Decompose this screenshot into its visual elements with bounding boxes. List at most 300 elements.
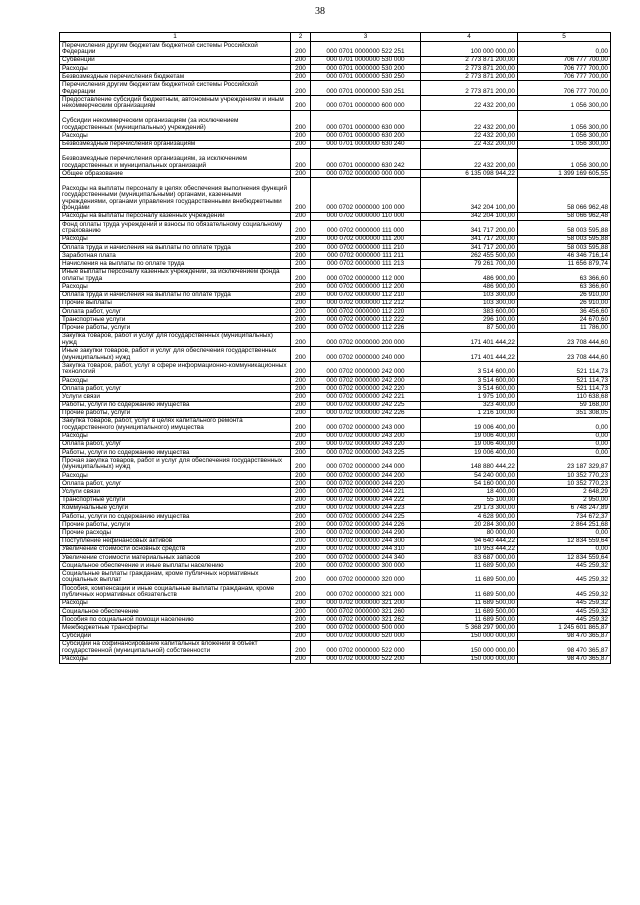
row-budget-code-cell: 000 0702 0000000 111 211 (311, 252, 421, 260)
header-col-2: 2 (291, 33, 311, 42)
header-row (60, 33, 611, 42)
row-executed-amount-cell: 445 259,32 (518, 562, 611, 570)
table-row (60, 457, 611, 472)
table-row (60, 393, 611, 401)
row-name-cell: Оплата работ, услуг (60, 307, 291, 315)
table-row (60, 110, 611, 131)
row-budget-code-cell: 000 0702 0000000 112 226 (311, 324, 421, 332)
row-budget-code-cell: 000 0702 0000000 200 000 (311, 332, 421, 347)
row-budget-code-cell: 000 0702 0000000 244 310 (311, 545, 421, 553)
row-line-code-cell: 200 (291, 432, 311, 440)
table-row (60, 504, 611, 512)
row-name-cell: Безвозмездные перечисления организациям, за исключением государственных и муниципальных организаций (60, 148, 291, 169)
row-approved-amount-cell: 18 400,00 (421, 488, 518, 496)
table-row (60, 347, 611, 362)
row-name-cell: Работы, услуги по содержанию имущества (60, 512, 291, 520)
row-name-cell: Субсидии на софинансирование капитальных вложений в объект государственной (муниципальной) собственности (60, 640, 291, 655)
row-approved-amount-cell: 3 514 600,00 (421, 376, 518, 384)
row-approved-amount-cell: 323 400,00 (421, 401, 518, 409)
table-row (60, 632, 611, 640)
row-line-code-cell: 200 (291, 417, 311, 432)
row-budget-code-cell: 000 0702 0000000 244 226 (311, 521, 421, 529)
row-name-cell: Прочие работы, услуги (60, 324, 291, 332)
row-budget-code-cell: 000 0702 0000000 111 200 (311, 235, 421, 243)
row-approved-amount-cell: 486 900,00 (421, 268, 518, 283)
row-approved-amount-cell: 342 204 100,00 (421, 212, 518, 220)
row-approved-amount-cell: 19 006 400,00 (421, 417, 518, 432)
row-line-code-cell: 200 (291, 393, 311, 401)
row-name-cell: Оплата труда и начисления на выплаты по оплате труда (60, 291, 291, 299)
row-line-code-cell: 200 (291, 449, 311, 457)
row-line-code-cell: 200 (291, 347, 311, 362)
row-name-cell: Фонд оплаты труда учреждений и взносы по обязательному социальному страхованию (60, 221, 291, 236)
row-line-code-cell: 200 (291, 362, 311, 377)
row-executed-amount-cell: 46 346 716,14 (518, 252, 611, 260)
row-budget-code-cell: 000 0702 0000000 244 290 (311, 529, 421, 537)
row-name-cell: Расходы (60, 599, 291, 607)
row-budget-code-cell: 000 0702 0000000 242 000 (311, 362, 421, 377)
row-budget-code-cell: 000 0702 0000000 300 000 (311, 562, 421, 570)
row-approved-amount-cell: 6 135 098 944,22 (421, 170, 518, 178)
row-executed-amount-cell: 445 259,32 (518, 570, 611, 585)
row-budget-code-cell: 000 0702 0000000 321 262 (311, 616, 421, 624)
row-approved-amount-cell: 1 975 100,00 (421, 393, 518, 401)
row-name-cell: Социальное обеспечение (60, 608, 291, 616)
row-approved-amount-cell: 22 432 200,00 (421, 96, 518, 111)
row-name-cell: Расходы (60, 655, 291, 663)
table-row (60, 221, 611, 236)
row-line-code-cell: 200 (291, 64, 311, 72)
row-name-cell: Социальное обеспечение и иные выплаты населению (60, 562, 291, 570)
row-name-cell: Услуги связи (60, 393, 291, 401)
row-executed-amount-cell: 734 672,37 (518, 512, 611, 520)
table-row (60, 472, 611, 480)
table-row (60, 252, 611, 260)
row-budget-code-cell: 000 0702 0000000 321 000 (311, 585, 421, 600)
row-approved-amount-cell: 150 000 000,00 (421, 632, 518, 640)
row-executed-amount-cell: 521 114,73 (518, 385, 611, 393)
row-line-code-cell: 200 (291, 316, 311, 324)
row-executed-amount-cell: 0,00 (518, 529, 611, 537)
row-budget-code-cell: 000 0702 0000000 112 212 (311, 299, 421, 307)
row-budget-code-cell: 000 0702 0000000 520 000 (311, 632, 421, 640)
table-row (60, 488, 611, 496)
row-approved-amount-cell: 83 687 000,00 (421, 553, 518, 561)
row-budget-code-cell: 000 0702 0000000 500 000 (311, 624, 421, 632)
row-name-cell: Работы, услуги по содержанию имущества (60, 401, 291, 409)
row-budget-code-cell: 000 0702 0000000 242 226 (311, 409, 421, 417)
row-budget-code-cell: 000 0702 0000000 242 225 (311, 401, 421, 409)
row-name-cell: Закупка товаров, работ и услуг для государственных (муниципальных) нужд (60, 332, 291, 347)
row-executed-amount-cell: 36 456,60 (518, 307, 611, 315)
row-approved-amount-cell: 341 717 200,00 (421, 221, 518, 236)
row-line-code-cell: 200 (291, 332, 311, 347)
row-line-code-cell: 200 (291, 56, 311, 64)
row-name-cell: Безвозмездные перечисления организациям (60, 140, 291, 148)
row-executed-amount-cell: 0,00 (518, 42, 611, 57)
row-line-code-cell: 200 (291, 212, 311, 220)
row-approved-amount-cell: 22 432 200,00 (421, 140, 518, 148)
row-executed-amount-cell: 0,00 (518, 449, 611, 457)
row-name-cell: Закупка товаров, работ, услуг в сфере информационно-коммуникационных технологий (60, 362, 291, 377)
row-executed-amount-cell: 12 834 559,64 (518, 553, 611, 561)
table-row (60, 299, 611, 307)
row-name-cell: Перечисления другим бюджетам бюджетной системы Российской Федерации (60, 81, 291, 96)
row-executed-amount-cell: 98 470 365,87 (518, 632, 611, 640)
row-line-code-cell: 200 (291, 457, 311, 472)
row-line-code-cell: 200 (291, 385, 311, 393)
row-budget-code-cell: 000 0702 0000000 244 225 (311, 512, 421, 520)
row-name-cell: Транспортные услуги (60, 316, 291, 324)
header-col-4: 4 (421, 33, 518, 42)
row-approved-amount-cell: 54 160 000,00 (421, 480, 518, 488)
row-approved-amount-cell: 29 173 300,00 (421, 504, 518, 512)
row-approved-amount-cell: 11 689 500,00 (421, 585, 518, 600)
table-row (60, 73, 611, 81)
row-name-cell: Расходы (60, 283, 291, 291)
row-approved-amount-cell: 5 368 297 900,00 (421, 624, 518, 632)
table-row (60, 291, 611, 299)
row-approved-amount-cell: 80 000,00 (421, 529, 518, 537)
row-approved-amount-cell: 2 773 871 200,00 (421, 73, 518, 81)
row-line-code-cell: 200 (291, 170, 311, 178)
row-executed-amount-cell: 26 910,00 (518, 291, 611, 299)
row-approved-amount-cell: 19 006 400,00 (421, 440, 518, 448)
row-budget-code-cell: 000 0701 0000000 530 250 (311, 73, 421, 81)
row-budget-code-cell: 000 0702 0000000 321 200 (311, 599, 421, 607)
row-approved-amount-cell: 150 000 000,00 (421, 655, 518, 663)
row-line-code-cell: 200 (291, 537, 311, 545)
row-line-code-cell: 200 (291, 570, 311, 585)
row-approved-amount-cell: 3 514 600,00 (421, 385, 518, 393)
row-executed-amount-cell: 1 245 601 865,87 (518, 624, 611, 632)
table-row (60, 268, 611, 283)
row-approved-amount-cell: 103 300,00 (421, 299, 518, 307)
row-approved-amount-cell: 54 240 000,00 (421, 472, 518, 480)
row-line-code-cell: 200 (291, 73, 311, 81)
row-approved-amount-cell: 3 514 600,00 (421, 362, 518, 377)
row-name-cell: Прочие выплаты (60, 299, 291, 307)
row-executed-amount-cell: 24 670,60 (518, 316, 611, 324)
row-budget-code-cell: 000 0702 0000000 112 000 (311, 268, 421, 283)
row-name-cell: Коммунальные услуги (60, 504, 291, 512)
row-approved-amount-cell: 2 773 871 200,00 (421, 81, 518, 96)
table-row (60, 307, 611, 315)
row-executed-amount-cell: 58 066 962,48 (518, 178, 611, 213)
table-row (60, 585, 611, 600)
table-row (60, 624, 611, 632)
row-executed-amount-cell: 23 708 444,60 (518, 332, 611, 347)
row-approved-amount-cell: 19 006 400,00 (421, 449, 518, 457)
row-approved-amount-cell: 79 261 700,00 (421, 260, 518, 268)
table-body (60, 42, 611, 664)
row-executed-amount-cell: 445 259,32 (518, 616, 611, 624)
row-approved-amount-cell: 341 717 200,00 (421, 235, 518, 243)
table-row (60, 570, 611, 585)
row-name-cell: Перечисления другим бюджетам бюджетной системы Российской Федерации (60, 42, 291, 57)
table-row (60, 562, 611, 570)
row-approved-amount-cell: 2 773 871 200,00 (421, 64, 518, 72)
row-executed-amount-cell: 12 834 559,64 (518, 537, 611, 545)
row-approved-amount-cell: 22 432 200,00 (421, 110, 518, 131)
row-budget-code-cell: 000 0702 0000000 242 220 (311, 385, 421, 393)
table-row (60, 449, 611, 457)
row-budget-code-cell: 000 0702 0000000 242 221 (311, 393, 421, 401)
row-approved-amount-cell: 486 900,00 (421, 283, 518, 291)
row-name-cell: Расходы (60, 472, 291, 480)
row-budget-code-cell: 000 0701 0000000 522 251 (311, 42, 421, 57)
row-approved-amount-cell: 55 100,00 (421, 496, 518, 504)
row-name-cell: Субсидии некоммерческим организациям (за исключением государственных (муниципальных) учреждений) (60, 110, 291, 131)
table-row (60, 599, 611, 607)
row-name-cell: Расходы (60, 132, 291, 140)
row-name-cell: Работы, услуги по содержанию имущества (60, 449, 291, 457)
row-executed-amount-cell: 58 003 595,88 (518, 244, 611, 252)
row-name-cell: Межбюджетные трансферты (60, 624, 291, 632)
header-col-1: 1 (60, 33, 291, 42)
row-name-cell: Прочие работы, услуги (60, 409, 291, 417)
row-executed-amount-cell: 1 056 300,00 (518, 96, 611, 111)
row-budget-code-cell: 000 0702 0000000 111 000 (311, 221, 421, 236)
row-name-cell: Увеличение стоимости материальных запасов (60, 553, 291, 561)
row-executed-amount-cell: 2 864 251,68 (518, 521, 611, 529)
row-line-code-cell: 200 (291, 616, 311, 624)
row-approved-amount-cell: 87 500,00 (421, 324, 518, 332)
row-executed-amount-cell: 706 777 700,00 (518, 73, 611, 81)
row-line-code-cell: 200 (291, 221, 311, 236)
row-approved-amount-cell: 22 432 200,00 (421, 148, 518, 169)
row-line-code-cell: 200 (291, 440, 311, 448)
row-budget-code-cell: 000 0702 0000000 111 213 (311, 260, 421, 268)
table-row (60, 316, 611, 324)
table-row (60, 244, 611, 252)
row-budget-code-cell: 000 0701 0000000 530 251 (311, 81, 421, 96)
row-line-code-cell: 200 (291, 562, 311, 570)
row-executed-amount-cell: 98 470 365,87 (518, 640, 611, 655)
row-executed-amount-cell: 58 003 595,88 (518, 235, 611, 243)
row-line-code-cell: 200 (291, 624, 311, 632)
row-line-code-cell: 200 (291, 235, 311, 243)
row-executed-amount-cell: 351 308,05 (518, 409, 611, 417)
row-executed-amount-cell: 59 168,00 (518, 401, 611, 409)
table-row (60, 96, 611, 111)
row-name-cell: Оплата работ, услуг (60, 385, 291, 393)
row-budget-code-cell: 000 0702 0000000 242 200 (311, 376, 421, 384)
row-approved-amount-cell: 22 432 200,00 (421, 132, 518, 140)
table-row (60, 385, 611, 393)
row-budget-code-cell: 000 0702 0000000 320 000 (311, 570, 421, 585)
row-name-cell: Прочие расходы (60, 529, 291, 537)
row-line-code-cell: 200 (291, 42, 311, 57)
row-line-code-cell: 200 (291, 244, 311, 252)
row-name-cell: Начисления на выплаты по оплате труда (60, 260, 291, 268)
row-approved-amount-cell: 4 628 900,00 (421, 512, 518, 520)
row-name-cell: Заработная плата (60, 252, 291, 260)
row-executed-amount-cell: 706 777 700,00 (518, 56, 611, 64)
row-executed-amount-cell: 445 259,32 (518, 608, 611, 616)
row-budget-code-cell: 000 0702 0000000 100 000 (311, 178, 421, 213)
row-executed-amount-cell: 521 114,73 (518, 376, 611, 384)
row-budget-code-cell: 000 0701 0000000 600 000 (311, 96, 421, 111)
row-executed-amount-cell: 2 648,29 (518, 488, 611, 496)
row-executed-amount-cell: 521 114,73 (518, 362, 611, 377)
row-line-code-cell: 200 (291, 283, 311, 291)
row-name-cell: Расходы (60, 376, 291, 384)
table-row (60, 170, 611, 178)
table-row (60, 140, 611, 148)
row-line-code-cell: 200 (291, 608, 311, 616)
table-row (60, 480, 611, 488)
row-name-cell: Поступление нефинансовых активов (60, 537, 291, 545)
row-executed-amount-cell: 63 366,60 (518, 268, 611, 283)
row-budget-code-cell: 000 0702 0000000 244 223 (311, 504, 421, 512)
row-approved-amount-cell: 11 689 500,00 (421, 616, 518, 624)
table-row (60, 616, 611, 624)
row-name-cell: Пособия по социальной помощи населению (60, 616, 291, 624)
table-row (60, 132, 611, 140)
row-line-code-cell: 200 (291, 96, 311, 111)
row-executed-amount-cell: 23 187 329,87 (518, 457, 611, 472)
row-budget-code-cell: 000 0702 0000000 244 220 (311, 480, 421, 488)
row-executed-amount-cell: 1 056 300,00 (518, 132, 611, 140)
row-executed-amount-cell: 58 066 962,48 (518, 212, 611, 220)
row-name-cell: Оплата работ, услуг (60, 480, 291, 488)
row-executed-amount-cell: 23 708 444,60 (518, 347, 611, 362)
row-executed-amount-cell: 1 056 300,00 (518, 110, 611, 131)
row-budget-code-cell: 000 0702 0000000 243 220 (311, 440, 421, 448)
budget-execution-table (59, 32, 611, 664)
table-row (60, 64, 611, 72)
row-executed-amount-cell: 98 470 365,87 (518, 655, 611, 663)
row-executed-amount-cell: 1 399 169 605,55 (518, 170, 611, 178)
row-executed-amount-cell: 63 366,60 (518, 283, 611, 291)
row-budget-code-cell: 000 0701 0000000 630 000 (311, 110, 421, 131)
row-approved-amount-cell: 11 689 500,00 (421, 570, 518, 585)
row-executed-amount-cell: 1 056 300,00 (518, 140, 611, 148)
row-name-cell: Социальные выплаты гражданам, кроме публичных нормативных социальных выплат (60, 570, 291, 585)
row-approved-amount-cell: 383 600,00 (421, 307, 518, 315)
row-line-code-cell: 200 (291, 409, 311, 417)
row-executed-amount-cell: 10 352 770,23 (518, 480, 611, 488)
page-number: 38 (315, 6, 325, 17)
row-approved-amount-cell: 296 100,00 (421, 316, 518, 324)
row-line-code-cell: 200 (291, 178, 311, 213)
row-line-code-cell: 200 (291, 480, 311, 488)
row-name-cell: Пособия, компенсации и иные социальные выплаты гражданам, кроме публичных нормативных обязательств (60, 585, 291, 600)
row-line-code-cell: 200 (291, 401, 311, 409)
row-line-code-cell: 200 (291, 504, 311, 512)
row-approved-amount-cell: 103 300,00 (421, 291, 518, 299)
row-budget-code-cell: 000 0702 0000000 522 000 (311, 640, 421, 655)
row-approved-amount-cell: 171 401 444,22 (421, 347, 518, 362)
row-approved-amount-cell: 100 000 000,00 (421, 42, 518, 57)
row-name-cell: Прочая закупка товаров, работ и услуг для обеспечения государственных (муниципальных) нужд (60, 457, 291, 472)
row-name-cell: Общее образование (60, 170, 291, 178)
row-name-cell: Расходы на выплаты персоналу казенных учреждений (60, 212, 291, 220)
table-row (60, 432, 611, 440)
row-approved-amount-cell: 171 401 444,22 (421, 332, 518, 347)
row-name-cell: Закупка товаров, работ, услуг в целях капитального ремонта государственного (муниципального) имущества (60, 417, 291, 432)
row-budget-code-cell: 000 0701 0000000 630 242 (311, 148, 421, 169)
row-name-cell: Расходы (60, 235, 291, 243)
row-name-cell: Субвенции (60, 56, 291, 64)
row-budget-code-cell: 000 0702 0000000 110 000 (311, 212, 421, 220)
table-row (60, 655, 611, 663)
row-line-code-cell: 200 (291, 585, 311, 600)
table-row (60, 178, 611, 213)
row-line-code-cell: 200 (291, 512, 311, 520)
row-budget-code-cell: 000 0701 0000000 630 200 (311, 132, 421, 140)
table-row (60, 529, 611, 537)
row-name-cell: Иные закупки товаров, работ и услуг для обеспечения государственных (муниципальных) нужд (60, 347, 291, 362)
row-executed-amount-cell: 445 259,32 (518, 585, 611, 600)
row-executed-amount-cell: 706 777 700,00 (518, 81, 611, 96)
row-line-code-cell: 200 (291, 496, 311, 504)
table-row (60, 324, 611, 332)
row-line-code-cell: 200 (291, 632, 311, 640)
row-budget-code-cell: 000 0701 0000000 530 000 (311, 56, 421, 64)
row-approved-amount-cell: 19 006 400,00 (421, 432, 518, 440)
row-budget-code-cell: 000 0702 0000000 112 222 (311, 316, 421, 324)
table-row (60, 608, 611, 616)
row-budget-code-cell: 000 0702 0000000 522 200 (311, 655, 421, 663)
row-executed-amount-cell: 11 786,00 (518, 324, 611, 332)
row-budget-code-cell: 000 0702 0000000 321 260 (311, 608, 421, 616)
row-name-cell: Расходы на выплаты персоналу в целях обеспечения выполнения функций государственными (муниципальными) органами, казенными учреждениями, органами управления государственными внебюджетными фондами (60, 178, 291, 213)
row-approved-amount-cell: 2 773 871 200,00 (421, 56, 518, 64)
row-executed-amount-cell: 1 056 300,00 (518, 148, 611, 169)
row-name-cell: Прочие работы, услуги (60, 521, 291, 529)
row-line-code-cell: 200 (291, 299, 311, 307)
row-approved-amount-cell: 1 216 100,00 (421, 409, 518, 417)
row-budget-code-cell: 000 0702 0000000 111 210 (311, 244, 421, 252)
row-executed-amount-cell: 11 656 879,74 (518, 260, 611, 268)
row-line-code-cell: 200 (291, 324, 311, 332)
row-budget-code-cell: 000 0701 0000000 630 240 (311, 140, 421, 148)
table-row (60, 417, 611, 432)
header-col-5: 5 (518, 33, 611, 42)
table-row (60, 42, 611, 57)
row-line-code-cell: 200 (291, 110, 311, 131)
row-line-code-cell: 200 (291, 148, 311, 169)
row-budget-code-cell: 000 0702 0000000 000 000 (311, 170, 421, 178)
row-budget-code-cell: 000 0702 0000000 244 340 (311, 553, 421, 561)
row-executed-amount-cell: 0,00 (518, 432, 611, 440)
row-name-cell: Расходы (60, 432, 291, 440)
row-line-code-cell: 200 (291, 307, 311, 315)
table-row (60, 56, 611, 64)
row-name-cell: Субсидии (60, 632, 291, 640)
row-name-cell: Оплата труда и начисления на выплаты по оплате труда (60, 244, 291, 252)
table-row (60, 640, 611, 655)
row-approved-amount-cell: 150 000 000,00 (421, 640, 518, 655)
row-approved-amount-cell: 148 880 444,22 (421, 457, 518, 472)
table-row (60, 260, 611, 268)
table-row (60, 283, 611, 291)
row-executed-amount-cell: 0,00 (518, 417, 611, 432)
row-line-code-cell: 200 (291, 640, 311, 655)
row-line-code-cell: 200 (291, 553, 311, 561)
row-budget-code-cell: 000 0701 0000000 530 200 (311, 64, 421, 72)
row-approved-amount-cell: 94 640 444,22 (421, 537, 518, 545)
row-budget-code-cell: 000 0702 0000000 244 222 (311, 496, 421, 504)
row-line-code-cell: 200 (291, 132, 311, 140)
row-line-code-cell: 200 (291, 140, 311, 148)
row-line-code-cell: 200 (291, 599, 311, 607)
row-line-code-cell: 200 (291, 655, 311, 663)
row-line-code-cell: 200 (291, 488, 311, 496)
table-row (60, 440, 611, 448)
